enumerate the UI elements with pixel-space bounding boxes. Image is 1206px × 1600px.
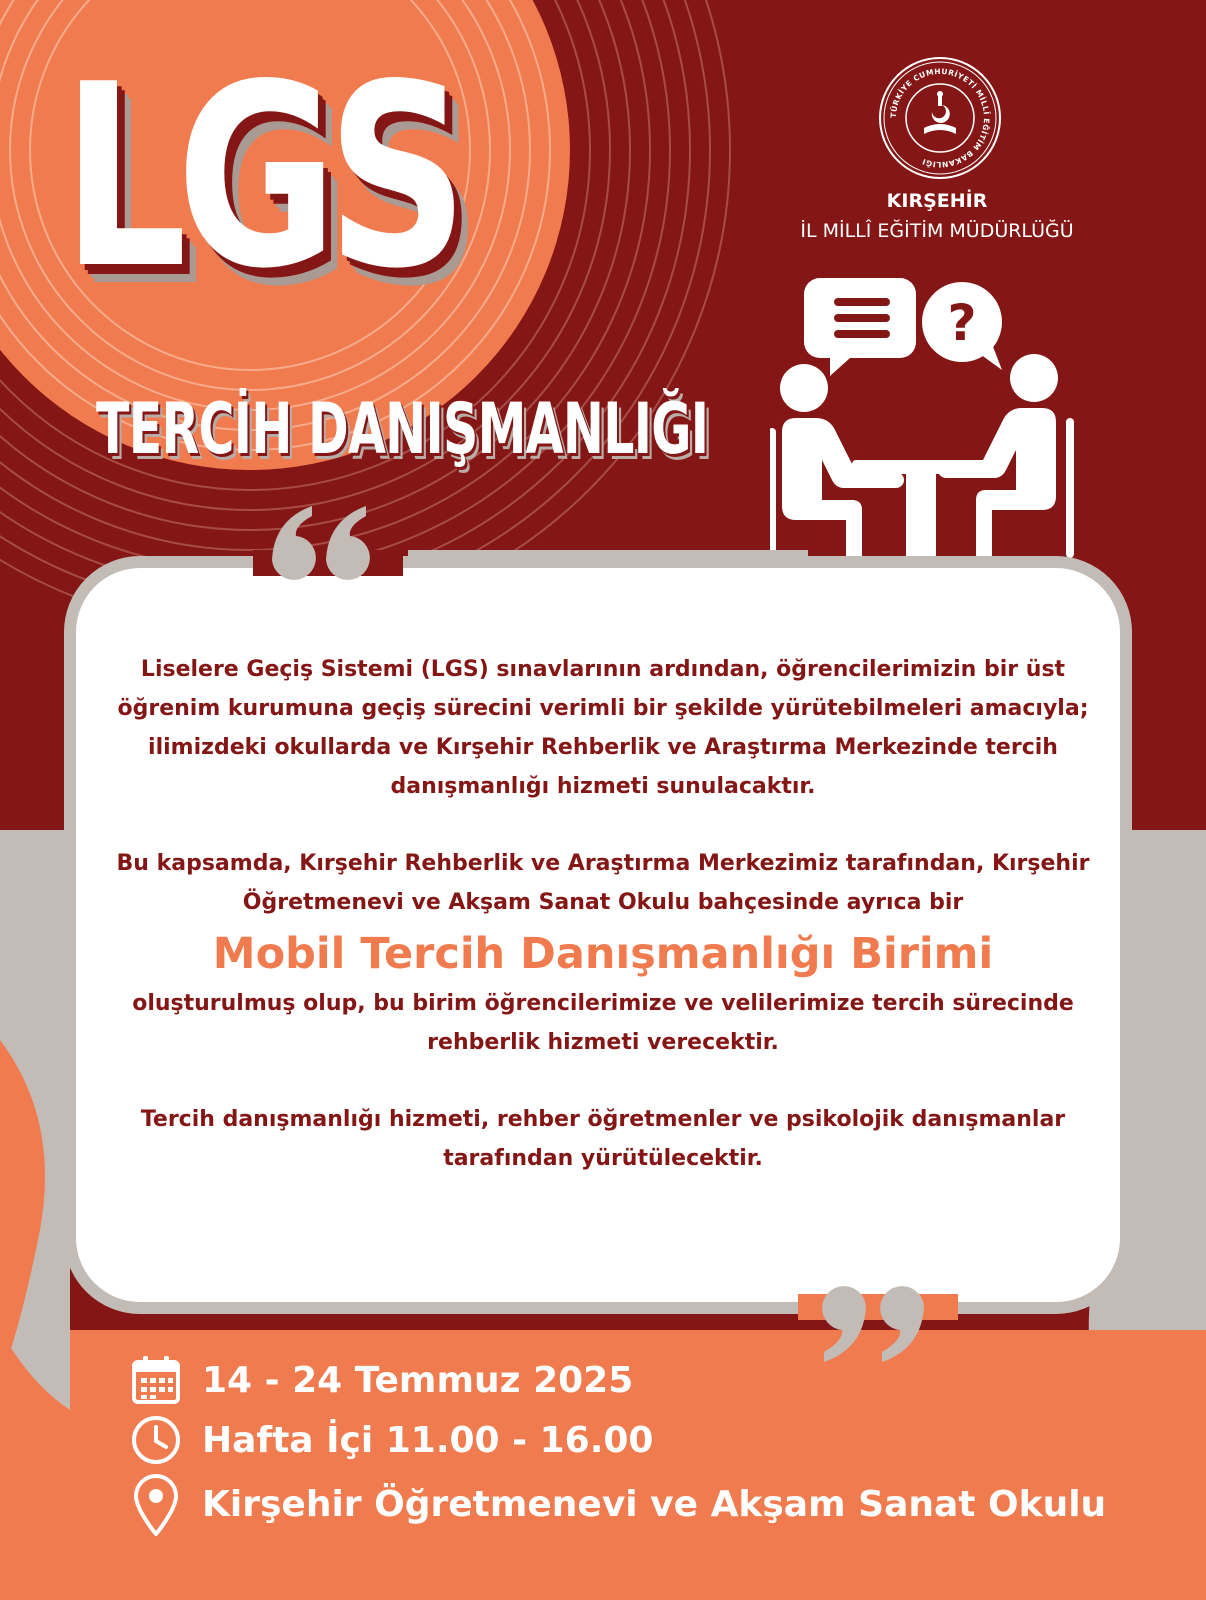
page-subtitle: TERCİH DANIŞMANLIĞI bbox=[96, 388, 709, 470]
event-location: Kirşehir Öğretmenevi ve Akşam Sanat Okulu bbox=[202, 1483, 1107, 1525]
close-quote-icon bbox=[816, 1262, 936, 1372]
location-pin-icon bbox=[130, 1472, 182, 1536]
hours-row bbox=[130, 1412, 653, 1468]
paragraph-3: Tercih danışmanlığı hizmeti, rehber öğretmenler ve psikolojik danışmanlar tarafından yürütülecektir. bbox=[140, 1107, 1066, 1171]
org-city: KIRŞEHİR bbox=[886, 190, 988, 212]
paragraph-2-end: oluşturulmuş olup, bu birim öğrencilerimize ve velilerimize tercih sürecinde rehberlik hizmeti verecektir. bbox=[132, 991, 1074, 1055]
svg-text:TÜRKİYE CUMHURİYETİ MİLLÎ EĞİT bbox=[889, 67, 991, 169]
event-hours: Hafta İçi 11.00 - 16.00 bbox=[202, 1419, 654, 1461]
page-title: LGS bbox=[62, 31, 458, 324]
clock-icon bbox=[130, 1414, 182, 1466]
paragraph-1: Liselere Geçiş Sistemi (LGS) sınavlarının ardından, öğrencilerimizin bir üst öğrenim kurumuna geçiş sürecini verimli bir şekilde yürütebilmeleri amacıyla; ilimizdeki okullarda ve Kırşehir Rehberlik ve Araştırma Merkezinde tercih danışmanlığı hizmeti sunulacaktır. bbox=[117, 657, 1089, 799]
date-row bbox=[130, 1352, 633, 1408]
event-date: 14 - 24 Temmuz 2025 bbox=[202, 1359, 634, 1401]
calendar-icon bbox=[130, 1354, 182, 1406]
ministry-seal-icon bbox=[878, 56, 1002, 180]
open-quote-icon bbox=[264, 500, 374, 600]
svg-text:?: ? bbox=[947, 294, 977, 352]
location-row bbox=[130, 1476, 1106, 1532]
highlight-title: Mobil Tercih Danışmanlığı Birimi bbox=[212, 929, 994, 979]
org-name: İL MİLLÎ EĞİTİM MÜDÜRLÜĞÜ bbox=[800, 220, 1074, 242]
consultation-icon bbox=[770, 278, 1100, 588]
card-content bbox=[100, 650, 1106, 1178]
paragraph-2: Bu kapsamda, Kırşehir Rehberlik ve Araştırma Merkezimiz tarafından, Kırşehir Öğretmenevi ve Akşam Sanat Okulu bahçesinde ayrıca bir bbox=[116, 851, 1090, 915]
seal-text: TÜRKİYE CUMHURİYETİ MİLLÎ EĞİTİM BAKANLIĞI bbox=[888, 66, 992, 170]
